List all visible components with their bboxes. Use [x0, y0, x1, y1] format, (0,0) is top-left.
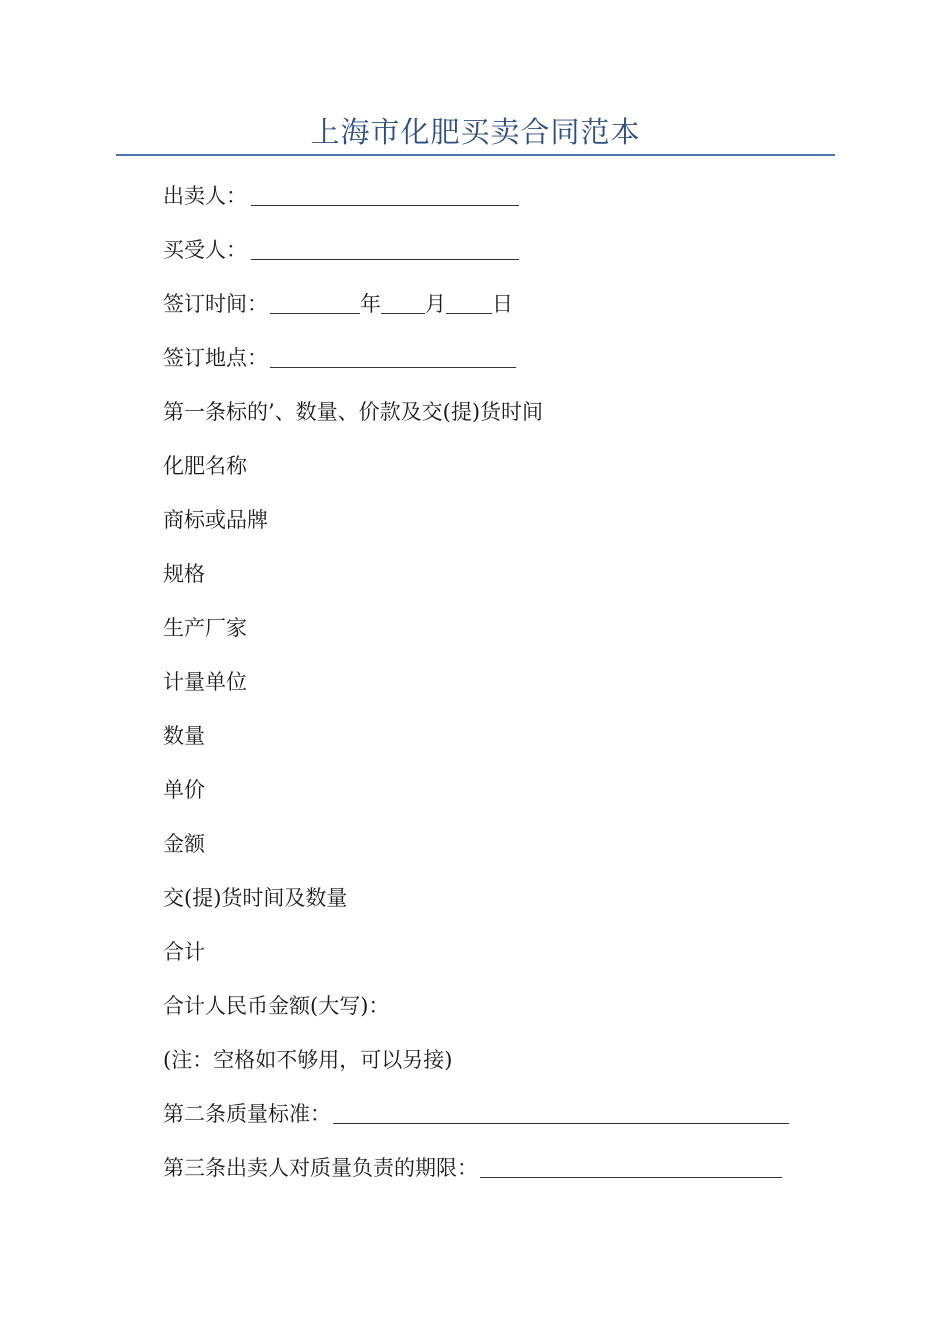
buyer-blank[interactable]	[251, 239, 519, 260]
list-item: 计量单位	[163, 670, 247, 694]
article3-label: 第三条出卖人对质量负责的期限：	[163, 1156, 478, 1180]
article2-line	[163, 1100, 789, 1128]
sign-time-label: 签订时间：	[163, 292, 268, 316]
sign-place-line	[163, 344, 516, 372]
list-item: 化肥名称	[163, 454, 247, 478]
list-item: 数量	[163, 724, 205, 748]
year-label: 年	[360, 292, 381, 316]
month-label: 月	[425, 292, 446, 316]
list-item: (注：空格如不够用，可以另接)	[163, 1048, 453, 1072]
seller-label: 出卖人：	[163, 184, 247, 208]
sign-place-blank[interactable]	[270, 347, 516, 368]
title-underline	[116, 154, 835, 156]
article3-line	[163, 1154, 782, 1182]
list-item: 生产厂家	[163, 616, 247, 640]
list-item: 交(提)货时间及数量	[163, 886, 348, 910]
sign-place-label: 签订地点：	[163, 346, 268, 370]
article2-blank[interactable]	[333, 1103, 789, 1124]
article2-label: 第二条质量标准：	[163, 1102, 331, 1126]
year-blank[interactable]	[270, 293, 360, 314]
seller-line	[163, 182, 519, 210]
list-item: 合计	[163, 940, 205, 964]
sign-time-line	[163, 290, 513, 318]
list-item: 单价	[163, 778, 205, 802]
document-title: 上海市化肥买卖合同范本	[310, 115, 641, 149]
list-item: 合计人民币金额(大写)：	[163, 994, 390, 1018]
buyer-line	[163, 236, 519, 264]
month-blank[interactable]	[381, 293, 425, 314]
article3-blank[interactable]	[480, 1157, 782, 1178]
list-item: 商标或品牌	[163, 508, 268, 532]
buyer-label: 买受人：	[163, 238, 247, 262]
list-item: 金额	[163, 832, 205, 856]
list-item: 规格	[163, 562, 205, 586]
seller-blank[interactable]	[251, 185, 519, 206]
day-blank[interactable]	[446, 293, 492, 314]
day-label: 日	[492, 292, 513, 316]
article1-heading: 第一条标的’、数量、价款及交(提)货时间	[163, 400, 544, 424]
